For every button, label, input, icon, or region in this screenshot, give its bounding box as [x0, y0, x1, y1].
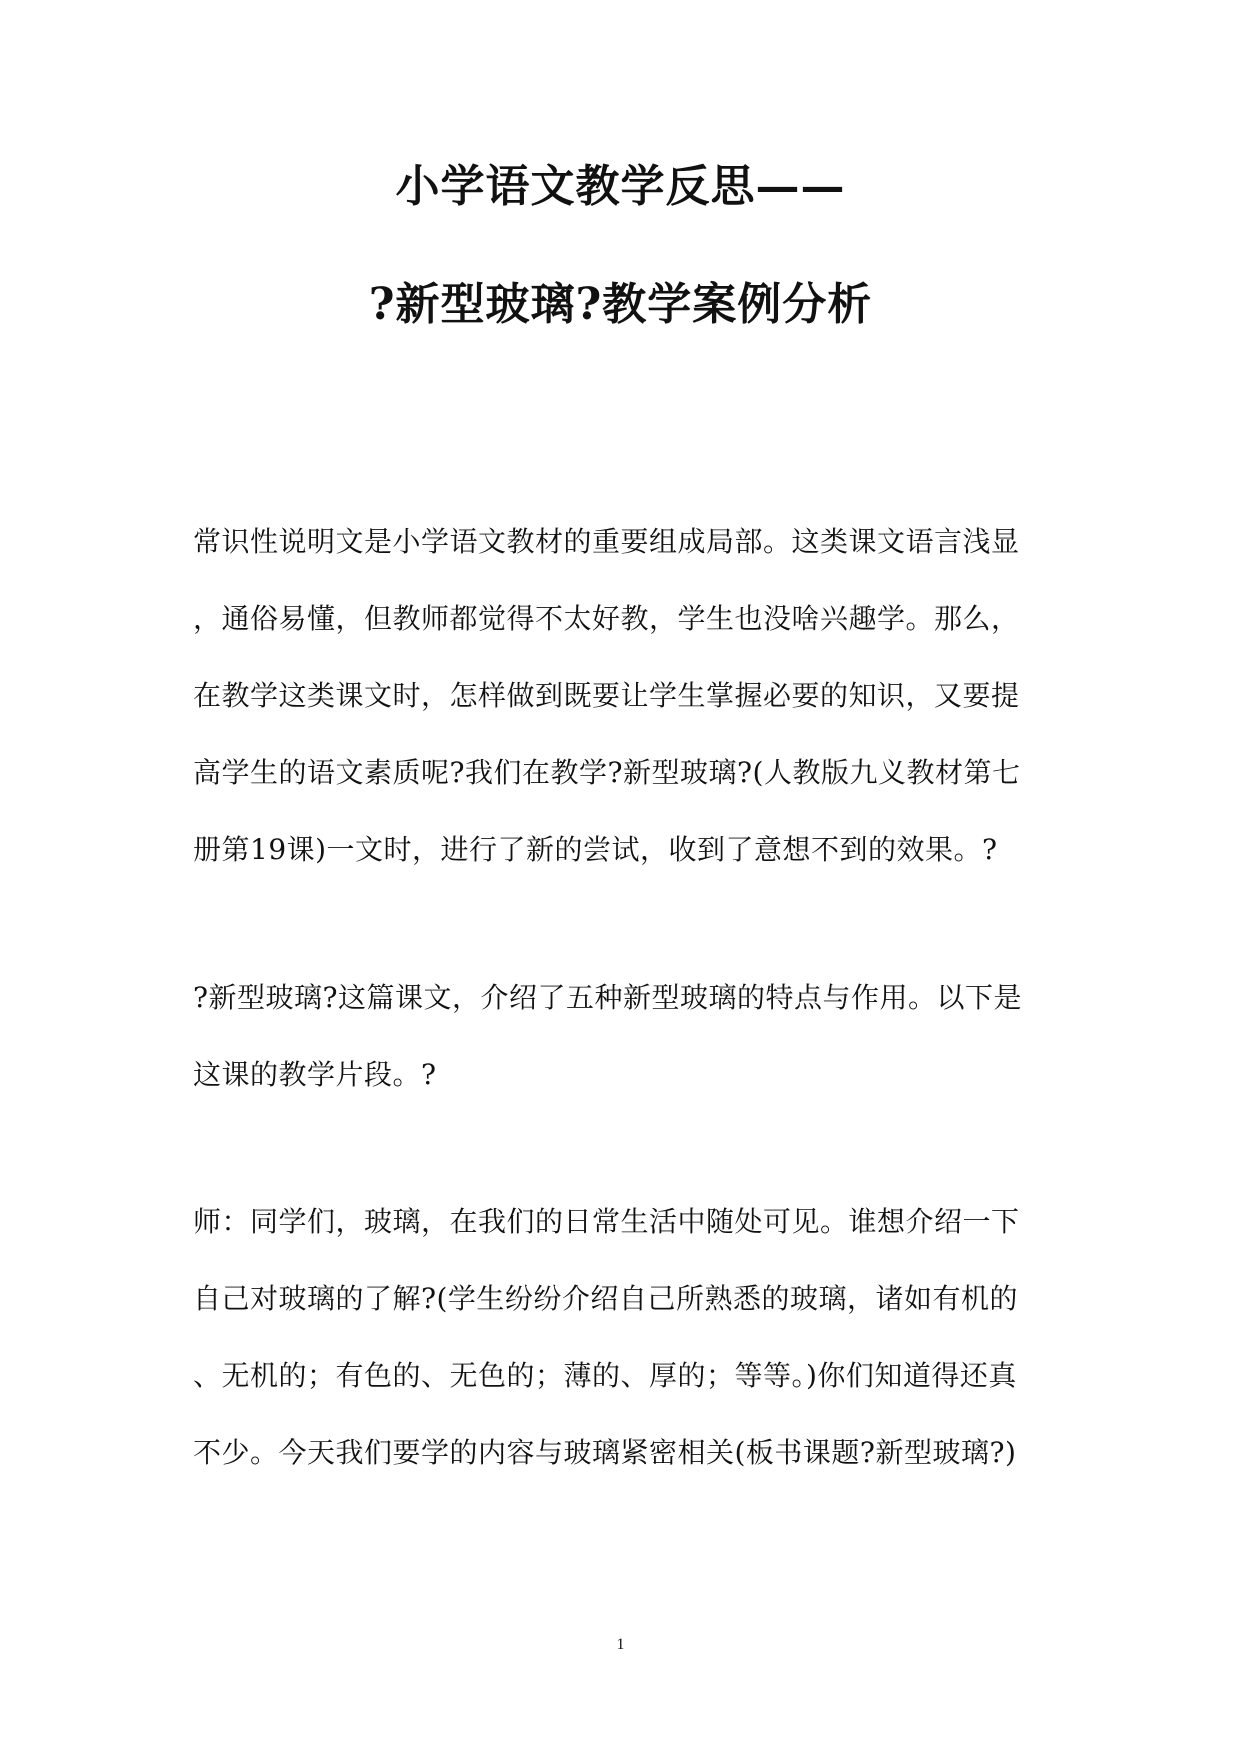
- document-title-line-1: 小学语文教学反思——: [395, 161, 846, 212]
- document-title-line-2: ?新型玻璃?教学案例分析: [368, 279, 873, 330]
- paragraph-3-line-3: 、无机的；有色的、无色的；薄的、厚的；等等。)你们知道得还真: [193, 1359, 1017, 1392]
- paragraph-3-line-1: 师：同学们，玻璃，在我们的日常生活中随处可见。谁想介绍一下: [193, 1205, 1020, 1238]
- paragraph-1-line-2: ，通俗易懂，但教师都觉得不太好教，学生也没啥兴趣学。那么，: [193, 602, 1020, 635]
- paragraph-1-line-3: 在教学这类课文时，怎样做到既要让学生掌握必要的知识，又要提: [193, 679, 1020, 712]
- paragraph-2-line-2: 这课的教学片段。?: [193, 1058, 437, 1091]
- paragraph-1-line-5: 册第19课)一文时，进行了新的尝试，收到了意想不到的效果。?: [193, 833, 998, 866]
- page-number: 1: [616, 1636, 625, 1653]
- paragraph-1-line-4: 高学生的语文素质呢?我们在教学?新型玻璃?(人教版九义教材第七: [193, 756, 1021, 789]
- paragraph-3-line-2: 自己对玻璃的了解?(学生纷纷介绍自己所熟悉的玻璃，诸如有机的: [193, 1282, 1018, 1315]
- paragraph-2-line-1: ?新型玻璃?这篇课文，介绍了五种新型玻璃的特点与作用。以下是: [193, 981, 1023, 1014]
- paragraph-3-line-4: 不少。今天我们要学的内容与玻璃紧密相关(板书课题?新型玻璃?): [193, 1436, 1017, 1469]
- paragraph-1-line-1: 常识性说明文是小学语文教材的重要组成局部。这类课文语言浅显: [193, 525, 1020, 558]
